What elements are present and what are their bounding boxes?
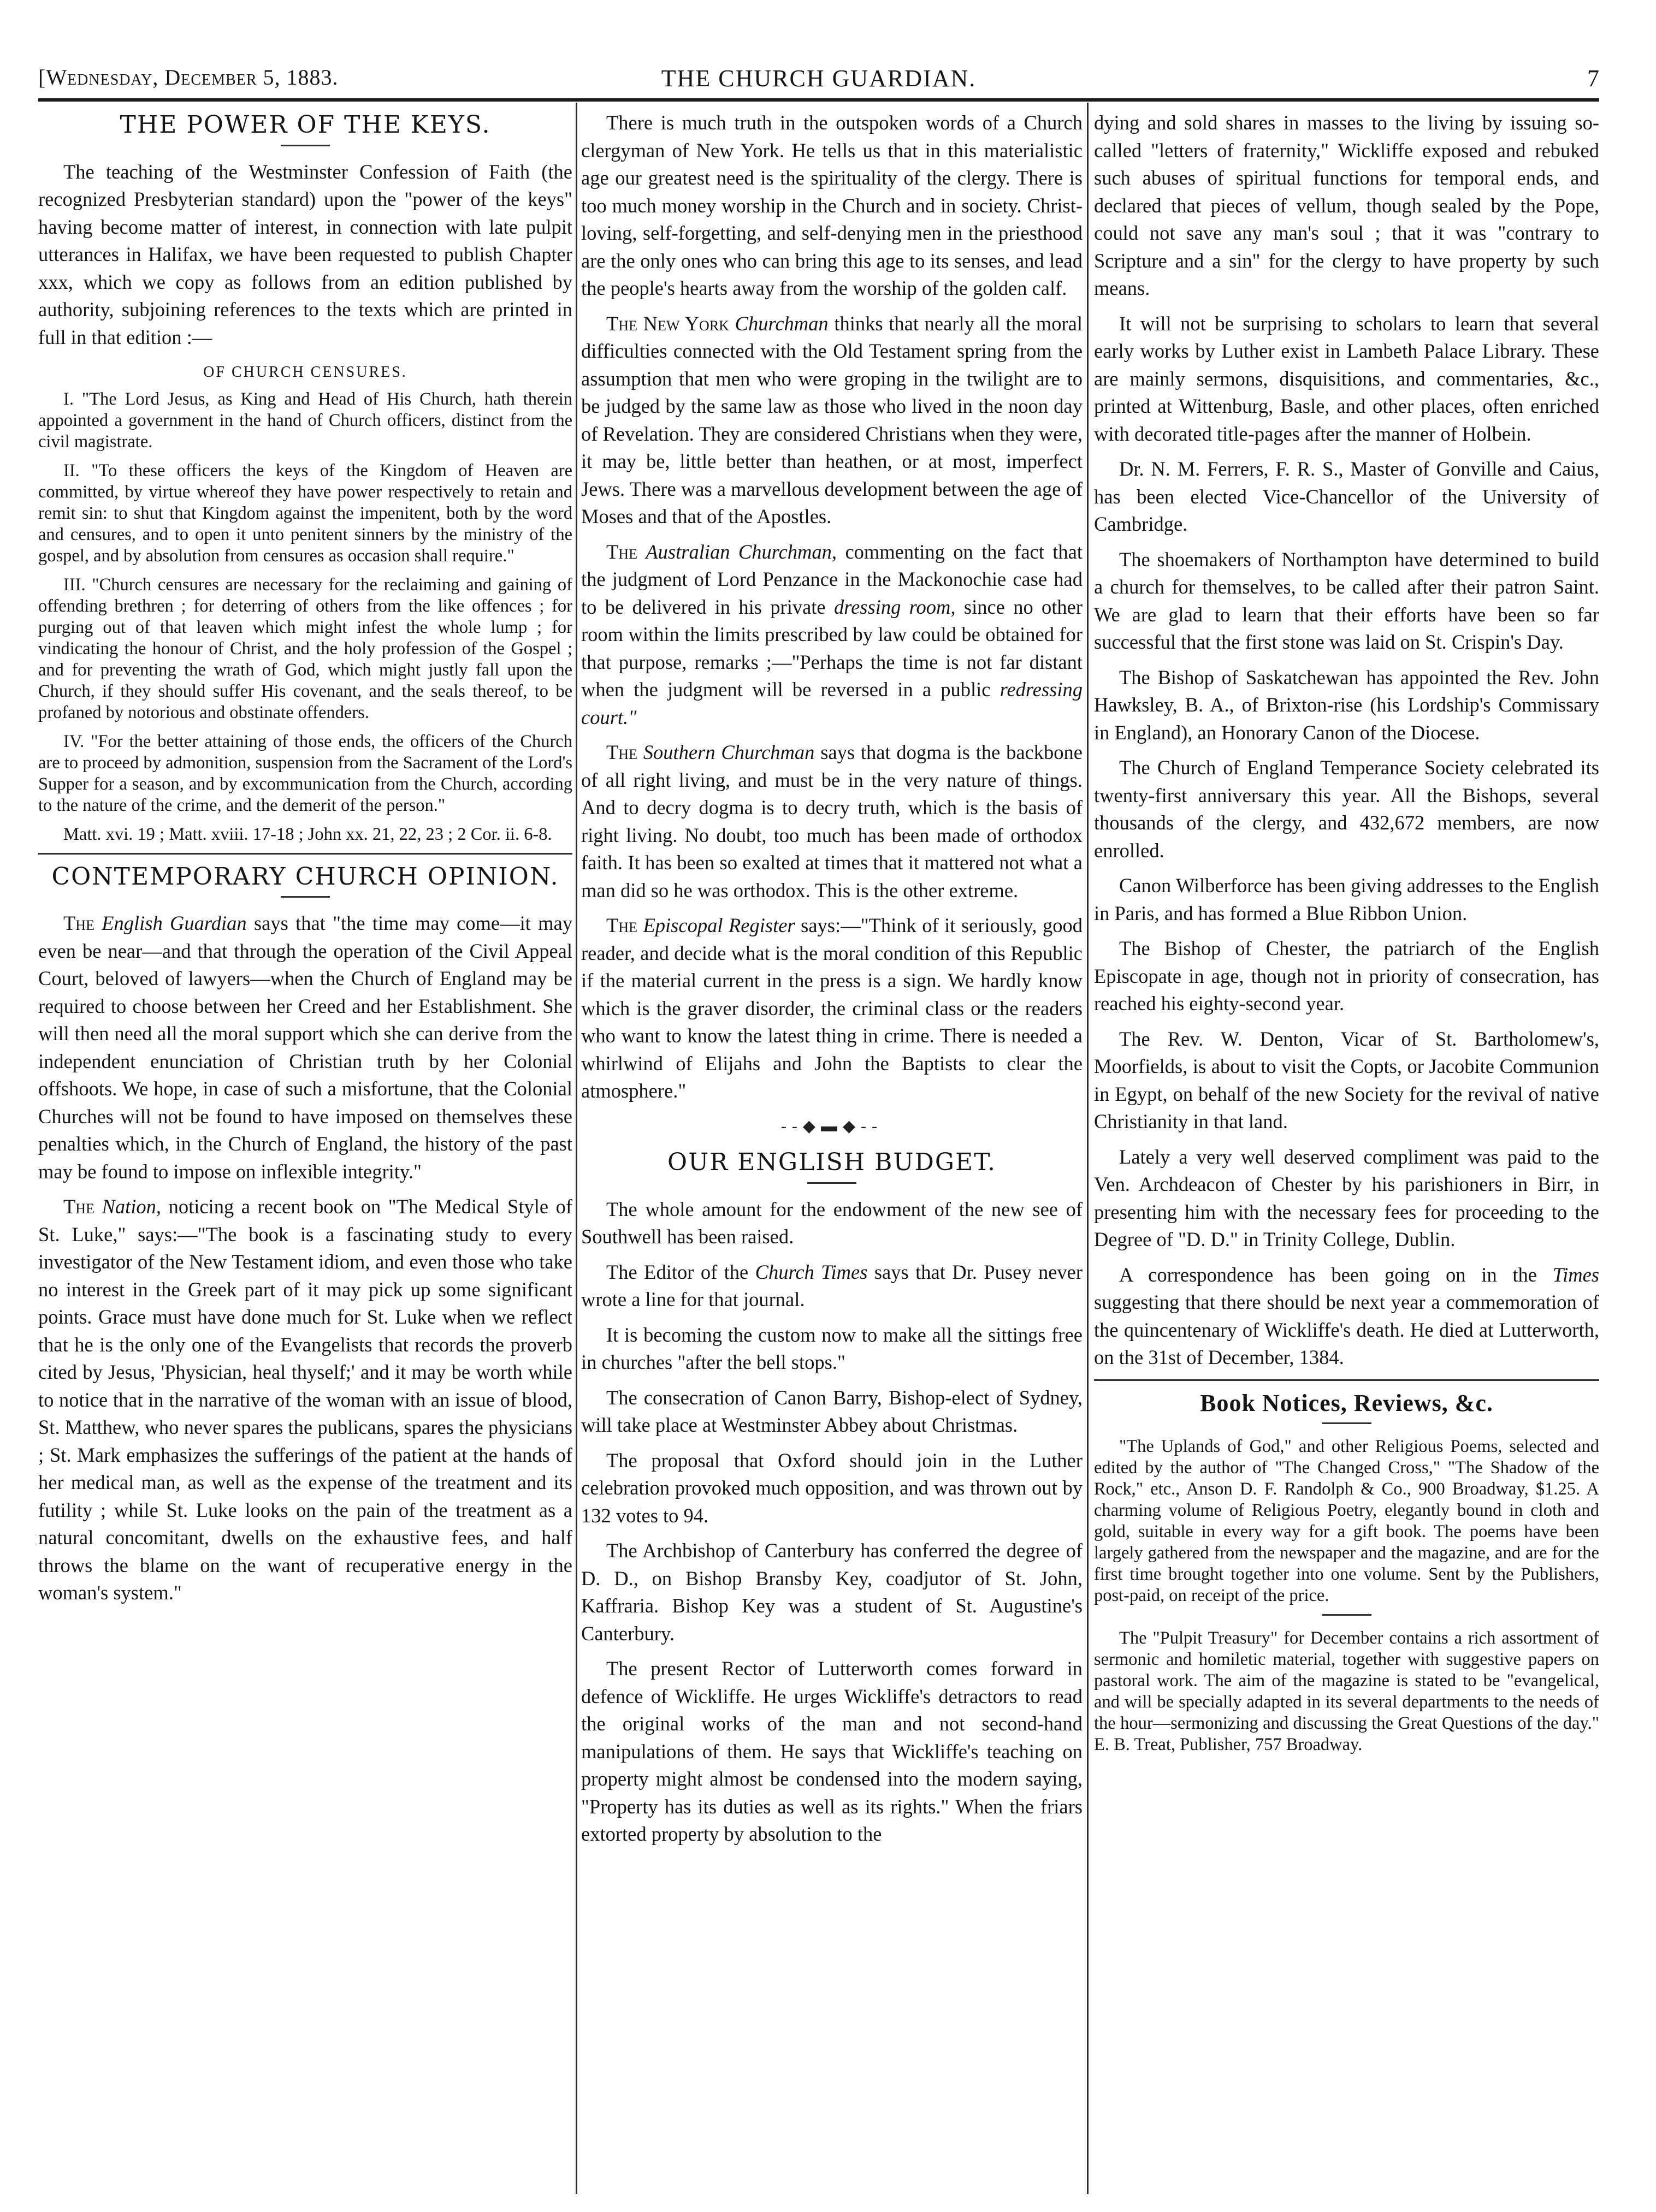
news-item: Canon Wilberforce has been giving addresses to the English in Paris, and has formed a Blue Ribbon Union. bbox=[1094, 874, 1599, 924]
article-heading: THE POWER OF THE KEYS. bbox=[120, 111, 491, 139]
news-item: The consecration of Canon Barry, Bishop-elect of Sydney, will take place at Westminster Abbey about Christmas. bbox=[581, 1386, 1083, 1436]
news-item: The Editor of the Church Times says that Dr. Pusey never wrote a line for that journal. bbox=[581, 1260, 1083, 1310]
ornament-divider: --◆▬◆-- bbox=[780, 1117, 883, 1135]
news-item: dying and sold shares in masses to the living by issuing so-called "letters of fraternity," Wickliffe exposed and rebuked such abuses of spiritual functions for temporal ends, and declared that pieces of vellum, though sealed by the Pope, could not save any man's soul ; that it was "contrary to Scripture and a sin" for the clergy to have property by such means. bbox=[1094, 111, 1599, 299]
heading-rule bbox=[281, 145, 330, 146]
confession-section: IV. "For the better attaining of those ends, the officers of the Church are to proceed by admonition, suspension from the Sacrament of the Lord's Supper for a season, and by excommunication from the Church, according to the nature of the crime, and the demerit of the person." bbox=[38, 731, 572, 815]
column-1 bbox=[38, 109, 572, 2184]
news-item: The shoemakers of Northampton have determined to build a church for themselves, to be called after their patron Saint. We are glad to learn that their efforts have been so far successful that the first stone was laid on St. Crispin's Day. bbox=[1094, 548, 1599, 653]
heading-rule bbox=[281, 896, 330, 898]
section-subheading: OF CHURCH CENSURES. bbox=[203, 364, 407, 381]
article-paragraph: The English Guardian says that "the time may come—it may even be near—and that through the operation of the Civil Appeal Court, beloved of lawyers—when the Church of England may be required to choose between her Creed and her Establishment. She will then need all the moral support which she can derive from the independent enunciation of Christian truth by her Colonial offshoots. We hope, in case of such a misfortune, that the Colonial Churches will not be found to have imposed on themselves these penalties which, in the Church of England, the history of the past may be found to impose on inflexible integrity." bbox=[38, 912, 572, 1183]
news-item: The Rev. W. Denton, Vicar of St. Bartholomew's, Moorfields, is about to visit the Copts, or Jacobite Communion in Egypt, on behalf of the new Society for the revival of native Christianity in that land. bbox=[1094, 1027, 1599, 1132]
page-number: 7 bbox=[1587, 65, 1599, 92]
article-paragraph: There is much truth in the outspoken words of a Church clergyman of New York. He tells us that in this materialistic age our greatest need is the spirituality of the clergy. There is too much money worship in the Church and in society. Christ-loving, self-forgetting, and self-denying men in the priesthood are the only ones who can bring this age to its senses, and lead the people's hearts away from the worship of the golden calf. bbox=[581, 111, 1083, 299]
confession-section: II. "To these officers the keys of the Kingdom of Heaven are committed, by virtue whereof they have power respectively to retain and remit sin: to shut that Kingdom against the impenitent, both by the word and censures, and to open it unto penitent sinners by the ministry of the gospel, and by absolution from censures as occasion shall require." bbox=[38, 460, 572, 566]
book-notice: "The Uplands of God," and other Religious Poems, selected and edited by the author of "The Changed Cross," "The Shadow of the Rock," etc., Anson D. F. Randolph & Co., 900 Broadway, $1.25. A charming volume of Religious Poetry, elegantly bound in cloth and gold, suitable in every way for a gift book. The poems have been largely gathered from the newspaper and the magazine, and are for the first time brought together into one volume. Sent by the Publishers, post-paid, on receipt of the price. bbox=[1094, 1437, 1599, 1605]
issue-date: [Wednesday, December 5, 1883. bbox=[38, 65, 339, 90]
page-header bbox=[38, 64, 1599, 103]
article-paragraph: The New York Churchman thinks that nearly all the moral difficulties connected with the Old Testament spring from the assumption that men who were groping in the twilight are to be judged by the same law as those who lived in the noon day of Revelation. They are considered Christians when they were, it may be, little better than heathen, or at most, imperfect Jews. There was a marvellous development between the age of Moses and that of the Apostles. bbox=[581, 312, 1083, 527]
article-paragraph: The Nation, noticing a recent book on "The Medical Style of St. Luke," says:—"The book is a fascinating study to every investigator of the New Testament idiom, and even those who take no interest in the Greek part of it may pick up some significant points. Grace must have done much for St. Luke when we reflect that he is the only one of the Evangelists that records the proverb cited by Jesus, 'Physician, heal thyself;' and it may be worth while to notice that in the narrative of the woman with an issue of blood, St. Matthew, who never spares the publicans, spares the physicians ; St. Mark emphasizes the sufferings of the patient at the hands of her medical man, as well as the expense of the treatment and its futility ; while St. Luke looks on the pain of the treatment as a natural concomitant, dwells on the exhaustive fees, and half throws the blame on the want of recuperative energy in the woman's system." bbox=[38, 1195, 572, 1604]
notice-rule bbox=[1322, 1614, 1371, 1616]
news-item: A correspondence has been going on in the Times suggesting that there should be next year a commemoration of the quincentenary of Wickliffe's death. He died at Lutterworth, on the 31st of December, 1384. bbox=[1094, 1263, 1599, 1368]
news-item: Lately a very well deserved compliment was paid to the Ven. Archdeacon of Chester by his parishioners in Birr, in presenting him with the necessary fees for proceeding to the Degree of "D. D." in Trinity College, Dublin. bbox=[1094, 1145, 1599, 1250]
column-3 bbox=[1094, 109, 1599, 2184]
news-item: The Bishop of Saskatchewan has appointed the Rev. John Hawksley, B. A., of Brixton-rise (his Lordship's Commissary in England), an Honorary Canon of the Diocese. bbox=[1094, 666, 1599, 744]
heading-rule bbox=[1322, 1422, 1371, 1424]
news-item: It will not be surprising to scholars to learn that several early works by Luther exist in Lambeth Palace Library. These are mainly sermons, disquisitions, and commentaries, &c., printed at Wittenburg, Basle, and other places, often enriched with decorated title-pages after the manner of Holbein. bbox=[1094, 312, 1599, 445]
news-item: The present Rector of Lutterworth comes forward in defence of Wickliffe. He urges Wickliffe's detractors to read the original works of the man and not second-hand manipulations of them. He says that Wickliffe's teaching on property might almost be condensed into the modern saying, "Property has its duties as well as its rights." When the friars extorted property by absolution to the bbox=[581, 1657, 1083, 1845]
news-item: The proposal that Oxford should join in the Luther celebration provoked much opposition, and was thrown out by 132 votes to 94. bbox=[581, 1449, 1083, 1527]
article-heading: OUR ENGLISH BUDGET. bbox=[667, 1148, 996, 1176]
article-heading: CONTEMPORARY CHURCH OPINION. bbox=[51, 862, 559, 891]
news-item: The whole amount for the endowment of the new see of Southwell has been raised. bbox=[581, 1197, 1083, 1248]
column-divider bbox=[1087, 103, 1089, 2194]
news-item: The Bishop of Chester, the patriarch of the English Episcopate in age, though not in priority of consecration, has reached his eighty-second year. bbox=[1094, 937, 1599, 1015]
article-paragraph: The Episcopal Register says:—"Think of it seriously, good reader, and decide what is the moral condition of this Republic if the material current in the press is a sign. We hardly know which is the graver disorder, the criminal class or the readers who want to know the latest thing in crime. There is needed a whirlwind of Elijahs and John the Baptists to clear the atmosphere." bbox=[581, 914, 1083, 1102]
column-2 bbox=[581, 109, 1083, 2184]
section-rule bbox=[1094, 1379, 1599, 1381]
book-notice: The "Pulpit Treasury" for December contains a rich assortment of sermonic and homiletic material, together with suggestive papers on pastoral work. The aim of the magazine is stated to be "evangelical, and will be specially adapted in its several departments to the needs of the hour—sermonizing and discussing the Great Questions of the day." E. B. Treat, Publisher, 757 Broadway. bbox=[1094, 1628, 1599, 1754]
scripture-references: Matt. xvi. 19 ; Matt. xviii. 17-18 ; John xx. 21, 22, 23 ; 2 Cor. ii. 6-8. bbox=[63, 824, 552, 844]
heading-rule bbox=[807, 1182, 856, 1184]
news-item: It is becoming the custom now to make all the sittings free in churches "after the bell stops." bbox=[581, 1323, 1083, 1373]
header-rule bbox=[38, 98, 1599, 102]
confession-section: I. "The Lord Jesus, as King and Head of His Church, hath therein appointed a government in the hand of Church officers, distinct from the civil magistrate. bbox=[38, 389, 572, 452]
news-item: The Archbishop of Canterbury has conferred the degree of D. D., on Bishop Bransby Key, coadjutor of St. John, Kaffraria. Bishop Key was a student of St. Augustine's Canterbury. bbox=[581, 1539, 1083, 1645]
article-paragraph: The Southern Churchman says that dogma is the backbone of all right living, and must be in the very nature of things. And to decry dogma is to decry truth, which is the basis of right living. No doubt, too much has been made of orthodox faith. It has been so exalted at times that it mattered not what a man did so he was orthodox. This is the other extreme. bbox=[581, 741, 1083, 902]
section-rule bbox=[38, 853, 572, 855]
masthead-title: THE CHURCH GUARDIAN. bbox=[661, 65, 977, 92]
article-heading: Book Notices, Reviews, &c. bbox=[1200, 1389, 1493, 1416]
confession-section: III. "Church censures are necessary for the reclaiming and gaining of offending brethren ; for deterring of others from the like offences ; for purging out of that leaven which might infest the whole lump ; for vindicating the honour of Christ, and the holy profession of the Gospel ; and for preventing the wrath of God, which might justly fall upon the Church, if they should suffer His covenant, and the seals thereof, to be profaned by notorious and obstinate offenders. bbox=[38, 574, 572, 722]
article-paragraph: The teaching of the Westminster Confession of Faith (the recognized Presbyterian standard) upon the "power of the keys" having become matter of interest, in connection with late pulpit utterances in Halifax, we have been requested to publish Chapter xxx, which we copy as follows from an edition published by authority, subjoining references to the texts which are printed in full in that edition :— bbox=[38, 160, 572, 348]
article-paragraph: The Australian Churchman, commenting on the fact that the judgment of Lord Penzance in the Mackonochie case had to be delivered in his private dressing room, since no other room within the limits prescribed by law could be obtained for that purpose, remarks ;—"Perhaps the time is not far distant when the judgment will be reversed in a public redressing court." bbox=[581, 540, 1083, 728]
news-item: Dr. N. M. Ferrers, F. R. S., Master of Gonville and Caius, has been elected Vice-Chancellor of the University of Cambridge. bbox=[1094, 458, 1599, 535]
news-item: The Church of England Temperance Society celebrated its twenty-first anniversary this year. All the Bishops, several thousands of the clergy, and 432,672 members, are now enrolled. bbox=[1094, 756, 1599, 862]
column-divider bbox=[576, 103, 577, 2194]
